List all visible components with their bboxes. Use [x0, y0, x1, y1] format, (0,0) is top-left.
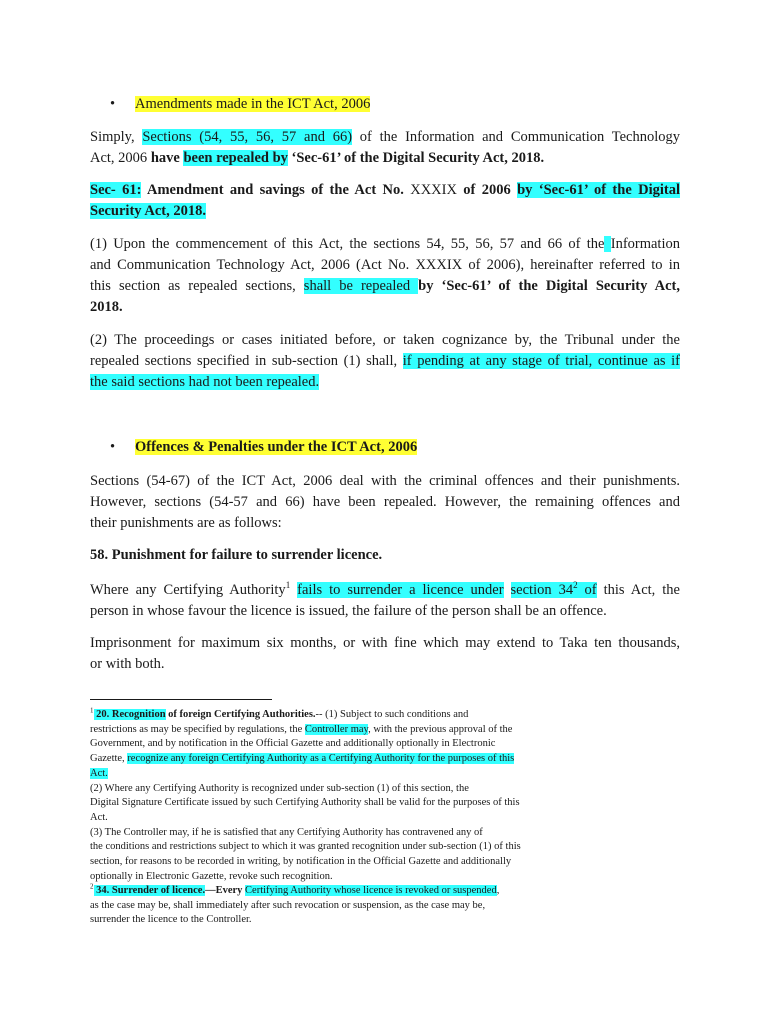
text-line: [90, 580, 680, 601]
text-run: of the Information and Communication Technology: [352, 129, 681, 145]
footnote-1: [90, 708, 610, 884]
highlight-if-pending: the said sections had not been repealed.: [90, 374, 320, 390]
paragraph-penalty: [90, 633, 680, 675]
text-run: restrictions as may be specified by regulations, the: [90, 723, 305, 735]
text-run: -- (1) Subject to such conditions and: [315, 709, 469, 720]
highlight-recognition: 20. Recognition: [93, 709, 166, 720]
bold-text: Amendment and savings of the Act No.: [141, 182, 411, 198]
bold-text: have: [150, 150, 184, 166]
section-heading-offences: [135, 437, 417, 458]
text-line: [90, 752, 610, 767]
bold-text: —Every: [205, 885, 246, 896]
heading-highlight: Offences & Penalties under the ICT Act, 2006: [135, 439, 418, 455]
highlight-shall-be-repealed: shall be repealed: [303, 278, 419, 294]
text-line: Act.: [90, 811, 108, 823]
paragraph-section-58: [90, 580, 680, 622]
bold-text: by ‘Sec-61’ of the Digital Security Act,: [418, 278, 680, 294]
text-line: [90, 127, 680, 148]
text-run: of: [577, 582, 597, 598]
text-line: Digital Signature Certificate issued by such Certifying Authority shall be valid for the purposes of this: [90, 797, 520, 809]
highlight-surrender-heading: 34. Surrender of licence.: [93, 885, 206, 896]
text-run: this section as repealed sections,: [90, 278, 304, 294]
text-line: optionally in Electronic Gazette, revoke such recognition.: [90, 870, 333, 882]
paragraph-offences-intro: [90, 471, 680, 534]
highlight-sec-61-ref: by ‘Sec-61’ of the Digital: [517, 182, 680, 198]
text-line: [90, 276, 680, 297]
bold-text: of 2006: [456, 182, 518, 198]
text-line: Sections (54-67) of the ICT Act, 2006 deal with the criminal offences and their punishments.: [90, 473, 680, 489]
highlight-sec-61: Sec- 61:: [90, 182, 142, 198]
text-line: [90, 201, 680, 222]
text-line: as the case may be, shall immediately after such revocation or suspension, as the case may be,: [90, 899, 486, 911]
footnote-ref-2[interactable]: 2: [573, 580, 578, 591]
highlight-revoked-suspended: Certifying Authority whose licence is revoked or suspended: [245, 885, 497, 896]
text-run: , with the previous approval of the: [368, 723, 513, 735]
text-line: [90, 351, 680, 372]
text-run: XXXIX: [410, 182, 457, 198]
highlight-section-34: [511, 582, 597, 598]
highlight-sec-61-ref: Security Act, 2018.: [90, 203, 206, 219]
text-line: (2) Where any Certifying Authority is recognized under sub-section (1) of this section, the: [90, 782, 469, 794]
bullet-marker: •: [110, 96, 116, 112]
text-run: Simply,: [90, 129, 143, 145]
highlight-repealed: been repealed by: [183, 150, 288, 166]
text-line: [90, 234, 680, 255]
footnote-2: [90, 884, 610, 928]
section-61-heading: [90, 180, 680, 222]
text-run: Where any Certifying Authority: [90, 582, 286, 598]
text-run: Gazette,: [90, 753, 128, 765]
text-line: section, for reasons to be recorded in writing, by notification in the Official Gazette and additionally: [90, 856, 512, 868]
text-run: repealed sections specified in sub-section (1) shall,: [90, 353, 403, 369]
highlight-sections: Sections (54, 55, 56, 57 and 66): [142, 129, 353, 145]
text-run: this Act, the: [596, 582, 680, 598]
text-line: their punishments are as follows:: [90, 515, 282, 531]
section-heading-amendments: [135, 94, 370, 115]
footnote-ref-1[interactable]: 1: [285, 580, 291, 591]
text-line: (2) The proceedings or cases initiated before, or taken cognizance by, the Tribunal under the: [90, 332, 680, 348]
paragraph-subsection-2: [90, 330, 680, 393]
paragraph-repeal-summary: [90, 127, 680, 169]
text-line: or with both.: [90, 656, 165, 672]
text-line: [90, 372, 680, 393]
bold-text: ‘Sec-61’ of the Digital Security Act, 2018.: [287, 150, 545, 166]
heading-highlight: Amendments made in the ICT Act, 2006: [135, 96, 371, 112]
bullet-marker: •: [110, 439, 116, 455]
text-line: [90, 180, 680, 201]
highlight-controller-may: Controller may: [304, 723, 369, 735]
text-run: [504, 582, 511, 598]
bold-text: of foreign Certifying Authorities.: [165, 709, 316, 720]
footnote-number: 1: [90, 706, 94, 715]
text-line: (3) The Controller may, if he is satisfied that any Certifying Authority has contravened any of: [90, 826, 483, 838]
text-line: the conditions and restrictions subject to which it was granted recognition under sub-section (1) of this: [90, 841, 521, 853]
highlight-recognize-foreign: recognize any foreign Certifying Authority as a Certifying Authority for the purposes of this: [127, 753, 515, 765]
text-line: [90, 708, 610, 723]
text-line: [90, 767, 610, 782]
text-line: However, sections (54-57 and 66) have been repealed. However, the remaining offences and: [90, 494, 680, 510]
text-line: 58. Punishment for failure to surrender licence.: [90, 547, 383, 563]
highlight-recognize-foreign: Act.: [90, 767, 108, 779]
text-line: [90, 884, 610, 899]
text-line: [90, 723, 610, 738]
paragraph-subsection-1: [90, 234, 680, 318]
text-line: and Communication Technology Act, 2006 (Act No. XXXIX of 2006), hereinafter referred to in: [90, 257, 680, 273]
section-58-heading: [90, 545, 680, 566]
text-line: Imprisonment for maximum six months, or with fine which may extend to Taka ten thousands,: [90, 635, 680, 651]
text-run: Information: [610, 236, 680, 252]
text-run: section 34: [510, 582, 574, 598]
footnote-number: 2: [90, 882, 94, 891]
highlight-fails-to-surrender: fails to surrender a licence under: [297, 582, 504, 598]
text-line: surrender the licence to the Controller.: [90, 914, 252, 926]
text-run: (1) Upon the commencement of this Act, the sections 54, 55, 56, 57 and 66 of the: [90, 236, 605, 252]
highlight-if-pending: if pending at any stage of trial, continue as if: [402, 353, 680, 369]
footnote-separator: [90, 699, 272, 700]
text-line: [90, 148, 680, 169]
text-run: ,: [496, 885, 500, 896]
text-line: 2018.: [90, 299, 123, 315]
text-run: Act, 2006: [90, 150, 151, 166]
text-line: person in whose favour the licence is issued, the failure of the person shall be an offence.: [90, 603, 607, 619]
text-line: Government, and by notification in the Official Gazette and additionally optionally in Electronic: [90, 738, 496, 750]
